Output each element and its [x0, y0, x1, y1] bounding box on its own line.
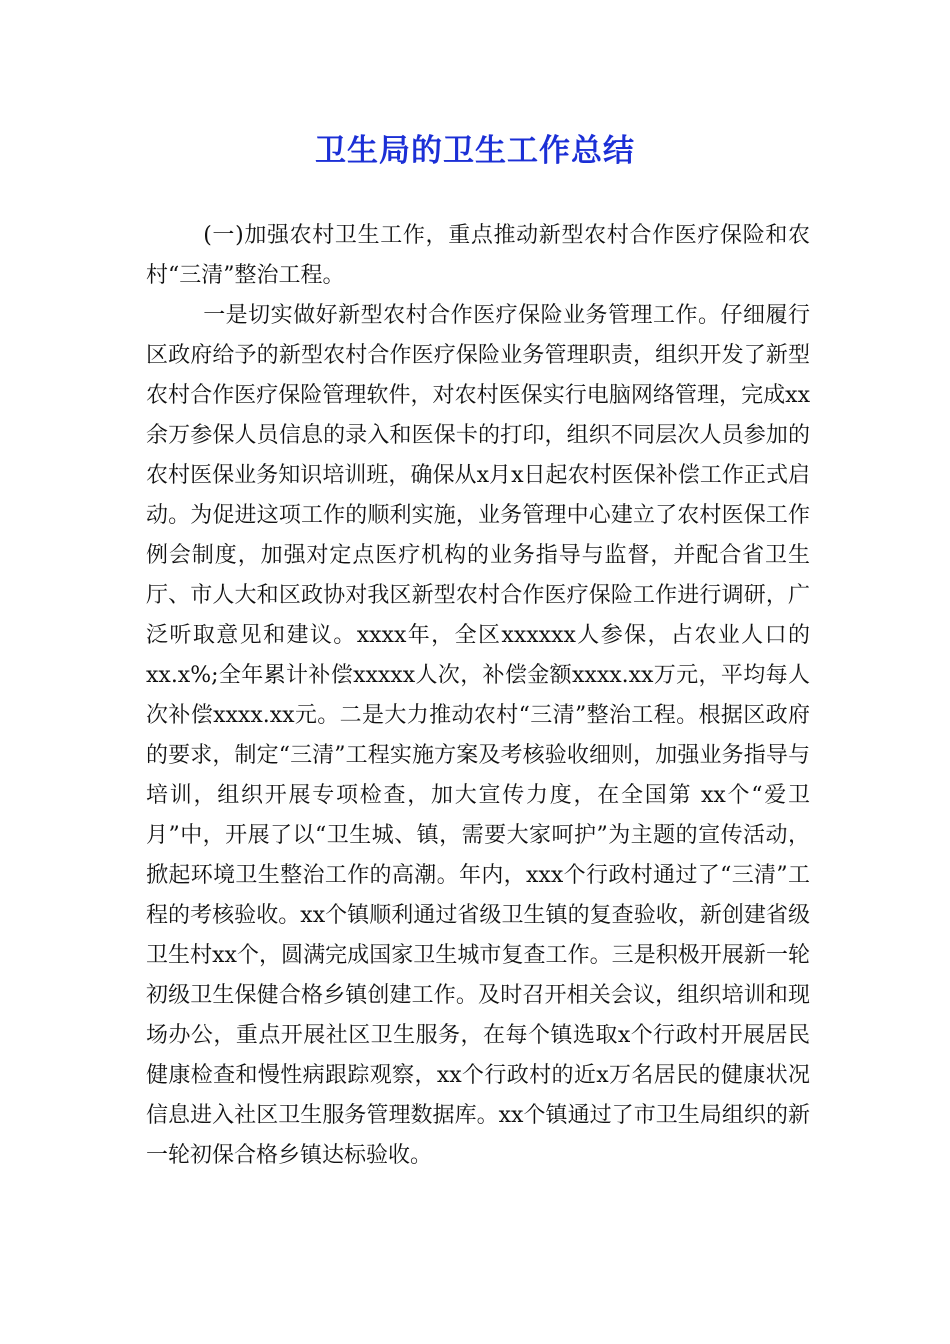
- paragraph-1: (一)加强农村卫生工作，重点推动新型农村合作医疗保险和农村“三清”整治工程。: [146, 223, 810, 288]
- document-title: 卫生局的卫生工作总结: [315, 133, 635, 169]
- document-body: [146, 216, 810, 1176]
- paragraph-2: 一是切实做好新型农村合作医疗保险业务管理工作。仔细履行区政府给予的新型农村合作医疗保险业务管理职责，组织开发了新型农村合作医疗保险管理软件，对农村医保实行电脑网络管理，完成xx余万参保人员信息的录入和医保卡的打印，组织不同层次人员参加的农村医保业务知识培训班，确保从x月x日起农村医保补偿工作正式启动。为促进这项工作的顺利实施，业务管理中心建立了农村医保工作例会制度，加强对定点医疗机构的业务指导与监督，并配合省卫生厅、市人大和区政协对我区新型农村合作医疗保险工作进行调研，广泛听取意见和建议。xxxx年，全区xxxxxx人参保，占农业人口的xx.x%;全年累计补偿xxxxx人次，补偿金额xxxx.xx万元，平均每人次补偿xxxx.xx元。二是大力推动农村“三清”整治工程。根据区政府的要求，制定“三清”工程实施方案及考核验收细则，加强业务指导与培训，组织开展专项检查，加大宣传力度，在全国第 xx个“爱卫月”中，开展了以“卫生城、镇，需要大家呵护”为主题的宣传活动，掀起环境卫生整治工作的高潮。年内，xxx个行政村通过了“三清”工程的考核验收。xx个镇顺利通过省级卫生镇的复查验收，新创建省级卫生村xx个，圆满完成国家卫生城市复查工作。三是积极开展新一轮初级卫生保健合格乡镇创建工作。及时召开相关会议，组织培训和现场办公，重点开展社区卫生服务，在每个镇选取x个行政村开展居民健康检查和慢性病跟踪观察，xx个行政村的近x万名居民的健康状况信息进入社区卫生服务管理数据库。xx个镇通过了市卫生局组织的新一轮初保合格乡镇达标验收。: [146, 303, 810, 1168]
